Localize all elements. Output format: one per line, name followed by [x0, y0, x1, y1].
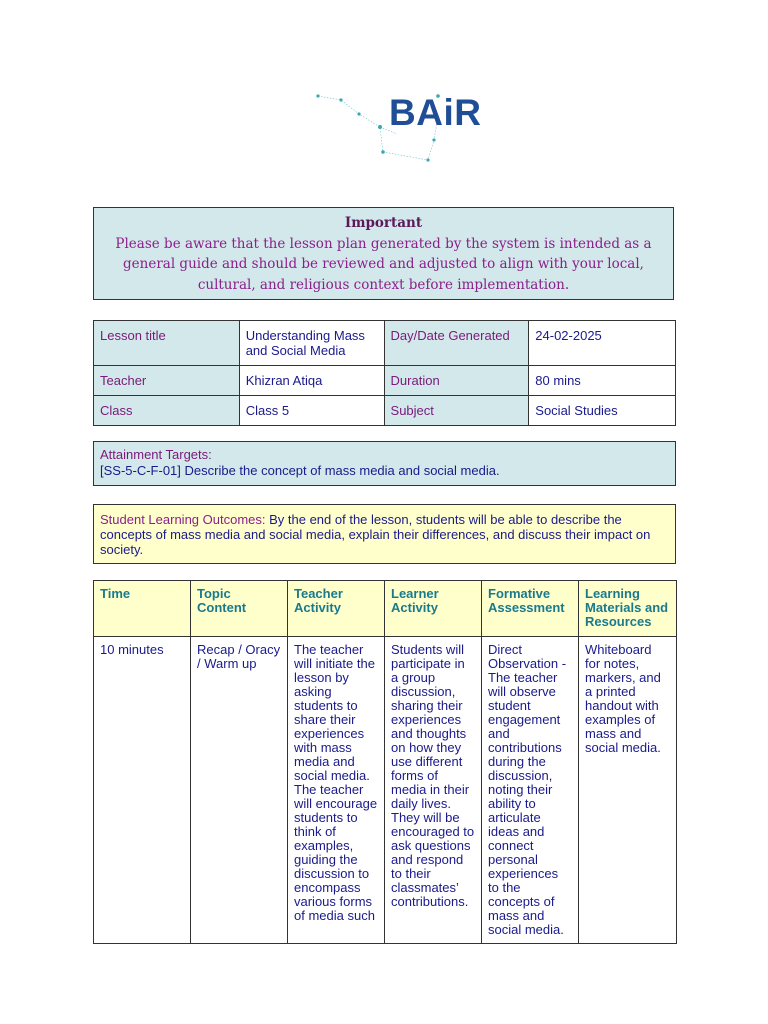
attainment-text: [SS-5-C-F-01] Describe the concept of mass media and social media.	[100, 463, 500, 478]
info-row	[94, 321, 676, 366]
info-row	[94, 366, 676, 396]
lesson-plan-table	[93, 580, 677, 944]
table-row	[94, 637, 677, 944]
time-cell: 10 minutes	[94, 637, 191, 944]
lesson-info-table	[93, 320, 676, 426]
info-value: 24-02-2025	[529, 321, 676, 366]
notice-body: Please be aware that the lesson plan generated by the system is intended as a general guide and should be reviewed and adjusted to align with your local, cultural, and religious context before implementation.	[115, 235, 652, 293]
teacher-activity-cell: The teacher will initiate the lesson by asking students to share their experiences with mass media and social media. The teacher will encourage students to think of examples, guiding the discussion to encompass various forms of media such	[288, 637, 385, 944]
info-value: Khizran Atiqa	[239, 366, 384, 396]
info-label: Class	[94, 396, 240, 426]
info-label: Day/Date Generated	[384, 321, 529, 366]
info-label: Duration	[384, 366, 529, 396]
column-header: Teacher Activity	[288, 581, 385, 637]
logo-wordmark: BAiR	[389, 92, 482, 133]
learner-activity-cell: Students will participate in a group discussion, sharing their experiences and thoughts on how they use different forms of media in their daily lives. They will be encouraged to ask questions and respond to their classmates’ contributions.	[385, 637, 482, 944]
info-label: Subject	[384, 396, 529, 426]
info-value: Social Studies	[529, 396, 676, 426]
column-header: Time	[94, 581, 191, 637]
plan-header-row	[94, 581, 677, 637]
info-value: Understanding Mass and Social Media	[239, 321, 384, 366]
notice-title: Important	[344, 215, 423, 231]
bair-logo	[305, 82, 505, 172]
info-label: Lesson title	[94, 321, 240, 366]
info-label: Teacher	[94, 366, 240, 396]
column-header: Topic Content	[191, 581, 288, 637]
info-value: Class 5	[239, 396, 384, 426]
column-header: Learner Activity	[385, 581, 482, 637]
attainment-title: Attainment Targets:	[100, 447, 212, 462]
topic-cell: Recap / Oracy / Warm up	[191, 637, 288, 944]
important-notice	[93, 207, 674, 300]
info-row	[94, 396, 676, 426]
outcomes-text: By the end of the lesson, students will be able to describe the concepts of mass media and social media, explain their differences, and discuss their impact on society.	[100, 512, 651, 557]
column-header: Learning Materials and Resources	[579, 581, 677, 637]
column-header: Formative Assessment	[482, 581, 579, 637]
info-value: 80 mins	[529, 366, 676, 396]
materials-cell: Whiteboard for notes, markers, and a printed handout with examples of mass and social media.	[579, 637, 677, 944]
learning-outcomes	[93, 504, 676, 564]
assessment-cell: Direct Observation - The teacher will observe student engagement and contributions during the discussion, noting their ability to articulate ideas and connect personal experiences to the concepts of mass and social media.	[482, 637, 579, 944]
outcomes-title: Student Learning Outcomes:	[100, 512, 266, 527]
attainment-targets	[93, 441, 676, 486]
